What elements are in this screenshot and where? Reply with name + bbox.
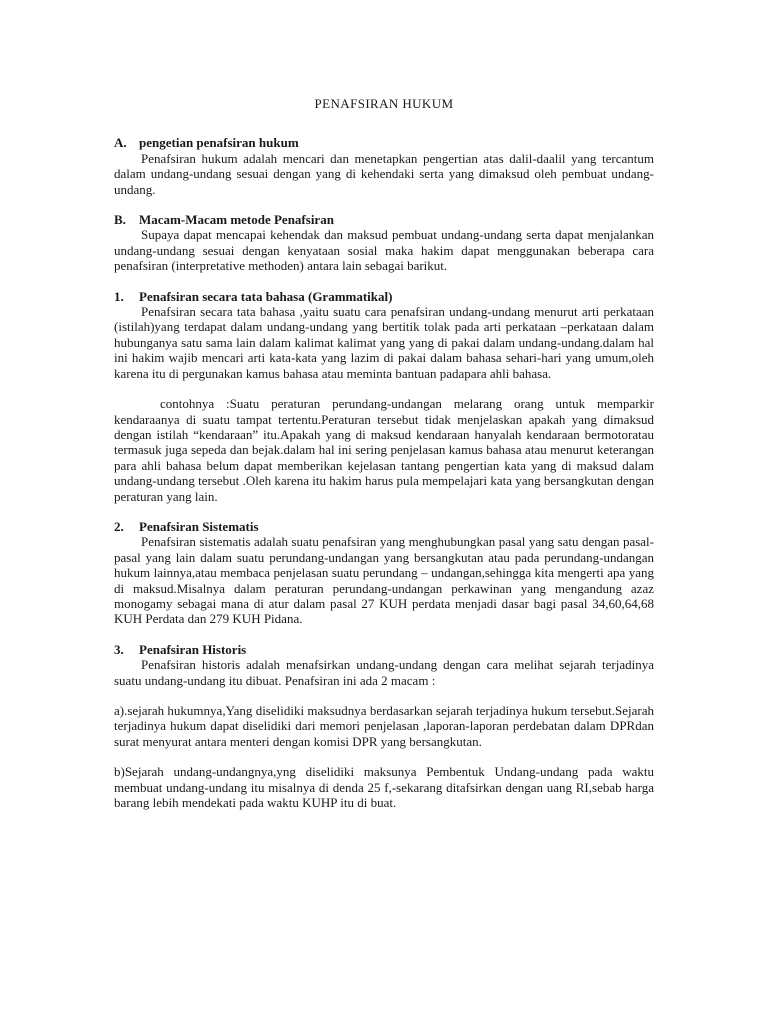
section-b-number: B. (114, 212, 126, 228)
section-1-heading (114, 289, 654, 304)
section-1-paragraph: Penafsiran secara tata bahasa ,yaitu suatu cara penafsiran undang-undang menurut arti perkataan (istilah)yang terdapat dalam undang-undang yang bertitik tolak pada arti perkataan –perkataan dalam hubunganya satu sama lain dalam kalimat kalimat yang yang di pakai dalam undang-undang.dalam hal ini hakim wajib mencari arti kata-kata yang lazim di pakai dalam bahasa sehari-hari yang umum,oleh karena itu di pergunakan kamus bahasa atau meminta bantuan padapara ahli bahasa. (114, 304, 654, 381)
page-title: PENAFSIRAN HUKUM (314, 96, 454, 111)
section-a (114, 135, 654, 197)
section-3-item-b: b)Sejarah undang-undangnya,yng diselidiki maksunya Pembentuk Undang-undang pada waktu membuat undang-undang itu misalnya di denda 25 f,-sekarang ditafsirkan dengan uang RI,sebab harga barang lebih mendekati pada waktu KUHP itu di buat. (114, 764, 654, 811)
section-2-heading (114, 519, 654, 534)
section-2-number: 2. (114, 518, 124, 534)
section-b-title: Macam-Macam metode Penafsiran (139, 212, 334, 228)
section-1 (114, 289, 654, 504)
section-1-title: Penafsiran secara tata bahasa (Grammatikal) (139, 288, 393, 304)
section-b-heading (114, 212, 654, 227)
section-a-paragraph: Penafsiran hukum adalah mencari dan menetapkan pengertian atas dalil-daalil yang tercantum dalam undang-undang sesuai dengan yang di kehendaki serta yang dimaksud oleh pembuat undang-undang. (114, 150, 654, 197)
section-2 (114, 519, 654, 627)
section-2-title: Penafsiran Sistematis (139, 518, 259, 534)
section-2-paragraph: Penafsiran sistematis adalah suatu penafsiran yang menghubungkan pasal yang satu dengan pasal-pasal yang lain dalam suatu perundang-undangan yang bersangkutan atau pada perundang-undangan hukum lainnya,atau membaca penjelasan suatu perundang – undangan,sehingga kita mengerti apa yang di maksud.Misalnya dalam peraturan perundang-undangan perkawinan yang mengandung azaz monogamy sebagai mana di atur dalam pasal 27 KUH perdata menjadi dasar bagi pasal 34,60,64,68 KUH Perdata dan 279 KUH Pidana. (114, 534, 654, 627)
section-3-item-a: a).sejarah hukumnya,Yang diselidiki maksudnya berdasarkan sejarah terjadinya hukum tersebut.Sejarah terjadinya hukum dapat diselidiki dari memori penjelasan ,laporan-laporan perdebatan dalam DPRdan surat menyurat antara menteri dengan komisi DPR yang bersangkutan. (114, 703, 654, 749)
section-3 (114, 642, 654, 811)
section-3-number: 3. (114, 641, 124, 657)
section-a-title: pengetian penafsiran hukum (139, 135, 299, 151)
section-a-number: A. (114, 135, 127, 151)
section-3-heading (114, 642, 654, 657)
section-b (114, 212, 654, 274)
section-3-title: Penafsiran Historis (139, 641, 247, 657)
section-a-heading (114, 135, 654, 150)
section-b-paragraph: Supaya dapat mencapai kehendak dan maksud pembuat undang-undang serta dapat menjalankan undang-undang sesuai dengan kenyataan sosial maka hakim dapat menggunakan beberapa cara penafsiran (interpretative methoden) antara lain sebagai barikut. (114, 227, 654, 274)
section-1-number: 1. (114, 288, 124, 304)
section-3-paragraph: Penafsiran historis adalah menafsirkan undang-undang dengan cara melihat sejarah terjadinya suatu undang-undang itu dibuat. Penafsiran ini ada 2 macam : (114, 657, 654, 688)
section-1-example: contohnya :Suatu peraturan perundang-undangan melarang orang untuk memparkir kendaraanya di suatu tampat tertentu.Peraturan tersebut tidak menjelaskan apakah yang dimaksud dengan istilah “kendaraan” itu.Apakah yang di maksud kendaraan hanyalah kendaraan bermotoratau termasuk juga sepeda dan bejak.dalam hal ini sering penjelasan kamus bahasa atau menurut keterangan para ahli bahasa belum dapat memberikan kejelasan tantang pengertian kata yang di maksud dalam undang-undang tersebut .Oleh karena itu hakim harus pula mempelajari kata yang bersangkutan dengan peraturan yang lain. (114, 396, 654, 504)
